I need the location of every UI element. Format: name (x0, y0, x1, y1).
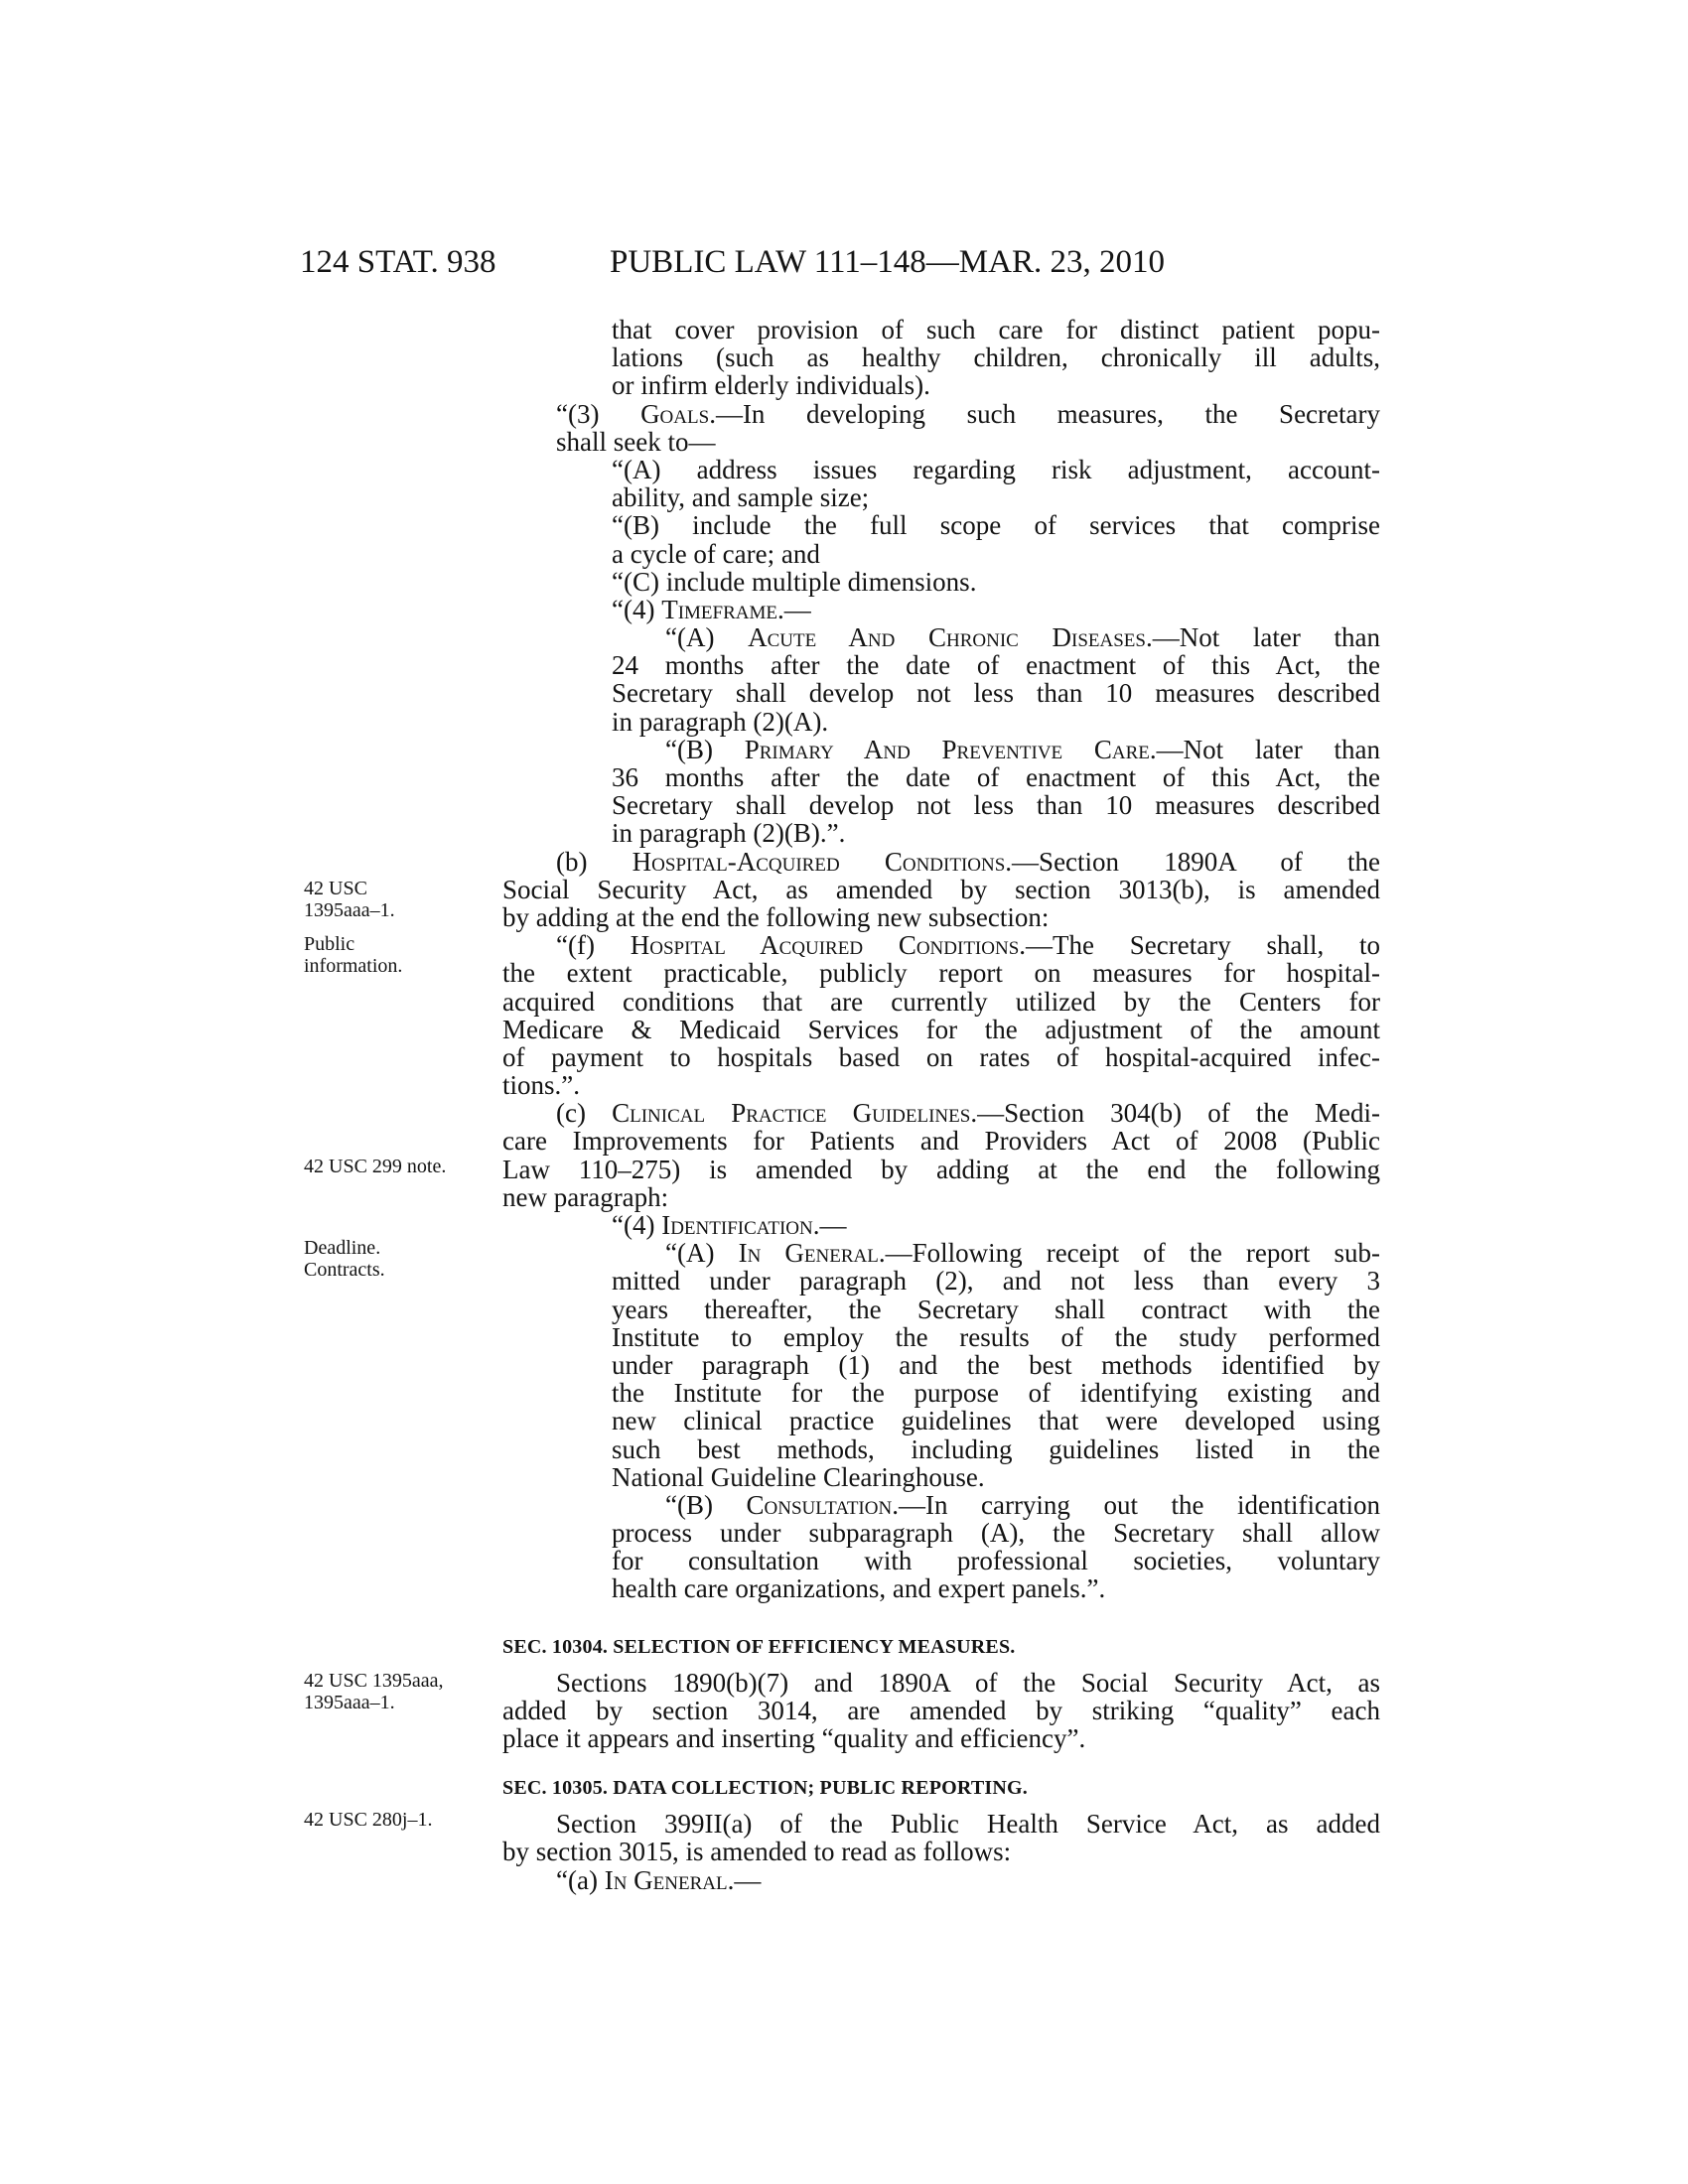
text-line: (c) Clinical Practice Guidelines.—Section 304(b) of the Medi- (556, 1098, 1380, 1129)
margin-note-line: 42 USC (304, 878, 367, 899)
text-line: Section 399II(a) of the Public Health Service Act, as added (556, 1809, 1380, 1840)
text-line: acquired conditions that are currently utilized by the Centers for (502, 986, 1380, 1017)
margin-note-usc-280j-1 (304, 1809, 432, 1831)
text-line: the Institute for the purpose of identifying existing and (612, 1378, 1380, 1409)
margin-note-line: information. (304, 955, 403, 977)
text-line: “(f) Hospital Acquired Conditions.—The Secretary shall, to (556, 930, 1380, 961)
heading-small-caps: Primary And Preventive Care (744, 734, 1150, 764)
text-line: (b) Hospital-Acquired Conditions.—Section 1890A of the (556, 846, 1381, 877)
text-line: by adding at the end the following new subsection: (502, 901, 1050, 932)
text-line: “(4) Identification.— (612, 1210, 847, 1240)
text-line: “(4) Timeframe.— (612, 594, 811, 624)
text-line: place it appears and inserting “quality and efficiency”. (502, 1723, 1086, 1753)
text-line: Sections 1890(b)(7) and 1890A of the Social Security Act, as (556, 1667, 1380, 1698)
text-line: care Improvements for Patients and Providers Act of 2008 (Public (502, 1126, 1380, 1157)
heading-small-caps: In General (604, 1864, 728, 1895)
section-heading-10304: SEC. 10304. SELECTION OF EFFICIENCY MEASURES. (502, 1635, 1016, 1658)
text-line: in paragraph (2)(B).”. (612, 818, 846, 849)
heading-small-caps: Timeframe (661, 594, 777, 624)
heading-small-caps: Goals (640, 398, 710, 429)
margin-note-line: 42 USC 299 note. (304, 1156, 447, 1177)
text-line: by section 3015, is amended to read as follows: (502, 1837, 1012, 1867)
text-line: shall seek to— (556, 426, 716, 457)
margin-note-line: Contracts. (304, 1259, 385, 1281)
text-line: the extent practicable, publicly report on measures for hospital- (502, 958, 1380, 989)
text-line: “(B) include the full scope of services that comprise (612, 510, 1380, 541)
text-line: years thereafter, the Secretary shall contract with the (612, 1294, 1380, 1324)
margin-note-line: 1395aaa–1. (304, 1692, 395, 1713)
margin-note-public-information (304, 933, 402, 977)
heading-small-caps: In General (738, 1238, 879, 1269)
text-line: such best methods, including guidelines listed in the (612, 1433, 1380, 1464)
text-line: “(A) In General.—Following receipt of the report sub- (665, 1238, 1380, 1269)
text-line: “(C) include multiple dimensions. (612, 566, 977, 597)
text-line: National Guideline Clearinghouse. (612, 1461, 985, 1492)
text-line: Secretary shall develop not less than 10 measures described (612, 790, 1380, 821)
text-line: mitted under paragraph (2), and not less than every 3 (612, 1266, 1380, 1297)
heading-small-caps: Hospital Acquired Conditions (630, 930, 1020, 961)
text-line: Law 110–275) is amended by adding at the end the following (502, 1154, 1380, 1184)
margin-note-line: 42 USC 1395aaa, (304, 1670, 444, 1692)
text-line: tions.”. (502, 1070, 580, 1101)
margin-note-usc-1395aaa-1 (304, 878, 395, 921)
text-line: “(A) Acute And Chronic Diseases.—Not later than (665, 622, 1380, 653)
text-line: that cover provision of such care for distinct patient popu- (612, 315, 1380, 344)
page-header (0, 244, 1688, 284)
text-line: lations (such as healthy children, chronically ill adults, (612, 342, 1380, 373)
text-line: “(a) In General.— (556, 1864, 762, 1895)
text-line: ability, and sample size; (612, 482, 870, 513)
margin-note-line: 42 USC 280j–1. (304, 1809, 433, 1831)
heading-small-caps: Acute And Chronic Diseases (748, 622, 1146, 653)
text-line: or infirm elderly individuals). (612, 370, 930, 401)
text-line: in paragraph (2)(A). (612, 706, 829, 737)
text-line: a cycle of care; and (612, 538, 820, 569)
section-heading-10305: SEC. 10305. DATA COLLECTION; PUBLIC REPORTING. (502, 1777, 1028, 1800)
document-body (502, 316, 1380, 1894)
text-line: of payment to hospitals based on rates of hospital-acquired infec- (502, 1041, 1380, 1072)
heading-small-caps: Identification (661, 1210, 813, 1240)
statute-page-number: 124 STAT. 938 (300, 244, 496, 280)
text-line: Social Security Act, as amended by section 3013(b), is amended (502, 874, 1380, 904)
margin-note-line: Deadline. (304, 1237, 381, 1259)
text-line: new clinical practice guidelines that were developed using (612, 1406, 1380, 1436)
margin-note-deadline-contracts (304, 1237, 385, 1281)
text-line: Medicare & Medicaid Services for the adjustment of the amount (502, 1014, 1380, 1044)
text-line: “(B) Primary And Preventive Care.—Not later than (665, 734, 1380, 764)
margin-note-line: 1395aaa–1. (304, 899, 395, 921)
margin-note-line: Public (304, 933, 355, 955)
text-line: health care organizations, and expert panels.”. (612, 1573, 1106, 1604)
margin-note-usc-299 (304, 1156, 446, 1177)
text-line: 24 months after the date of enactment of this Act, the (612, 650, 1380, 681)
text-line: “(3) Goals.—In developing such measures, the Secretary (556, 398, 1380, 429)
text-line: “(B) Consultation.—In carrying out the identification (665, 1489, 1380, 1520)
text-line: added by section 3014, are amended by striking “quality” each (502, 1695, 1380, 1725)
text-line: 36 months after the date of enactment of this Act, the (612, 762, 1380, 792)
text-line: Institute to employ the results of the study performed (612, 1321, 1380, 1352)
text-line: process under subparagraph (A), the Secretary shall allow (612, 1518, 1380, 1549)
text-line: Secretary shall develop not less than 10 measures described (612, 678, 1380, 709)
text-line: for consultation with professional societies, voluntary (612, 1546, 1380, 1576)
public-law-title: PUBLIC LAW 111–148—MAR. 23, 2010 (610, 244, 1165, 280)
heading-small-caps: Consultation (746, 1489, 893, 1520)
text-line: “(A) address issues regarding risk adjustment, account- (612, 454, 1380, 484)
text-line: under paragraph (1) and the best methods identified by (612, 1349, 1380, 1380)
text-line: new paragraph: (502, 1181, 669, 1212)
margin-note-usc-1395aaa (304, 1670, 444, 1713)
heading-small-caps: Clinical Practice Guidelines (612, 1098, 971, 1129)
heading-small-caps: Hospital-Acquired Conditions (632, 846, 1006, 877)
